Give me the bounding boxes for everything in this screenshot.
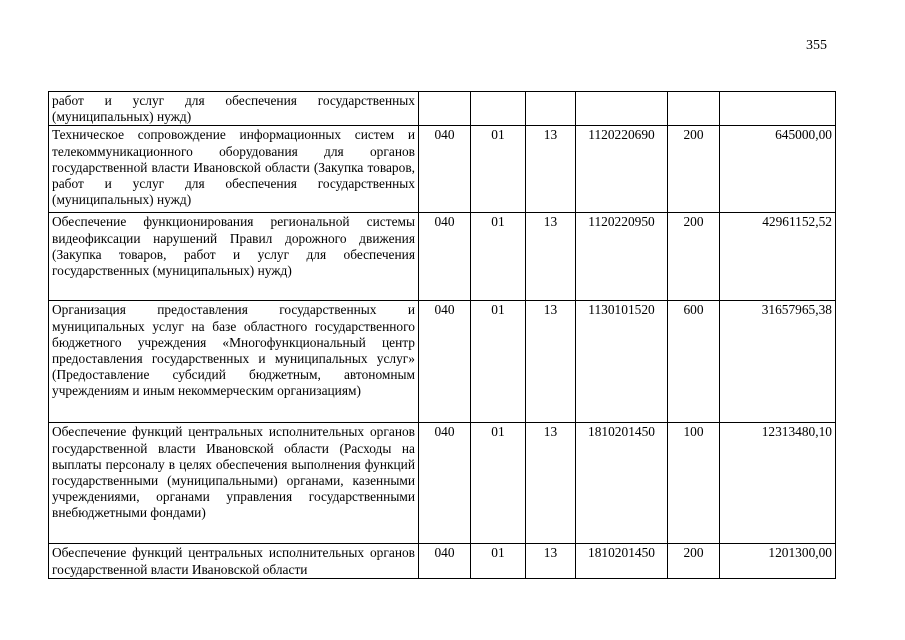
row-ministry-code: 040: [419, 423, 471, 544]
row-target-code: [576, 92, 668, 126]
row-subsection-code: 13: [526, 301, 576, 423]
page-number: 355: [806, 38, 827, 53]
row-ministry-code: [419, 92, 471, 126]
row-ministry-code: 040: [419, 544, 471, 578]
row-expense-type: 600: [668, 301, 720, 423]
table-row: [49, 92, 836, 126]
row-description: работ и услуг для обеспечения государственных (муниципальных) нужд): [49, 92, 419, 126]
row-ministry-code: 040: [419, 213, 471, 301]
row-expense-type: [668, 92, 720, 126]
row-expense-type: 200: [668, 126, 720, 213]
table-row: [49, 301, 836, 423]
row-target-code: 1120220950: [576, 213, 668, 301]
row-amount: 31657965,38: [720, 301, 836, 423]
row-subsection-code: 13: [526, 213, 576, 301]
row-target-code: 1120220690: [576, 126, 668, 213]
row-ministry-code: 040: [419, 126, 471, 213]
row-amount: 1201300,00: [720, 544, 836, 578]
table-row: [49, 423, 836, 544]
row-ministry-code: 040: [419, 301, 471, 423]
row-description: Организация предоставления государственных и муниципальных услуг на базе областного государственного бюджетного учреждения «Многофункциональный центр предоставления государственных и муниципальных услуг» (Предоставление субсидий бюджетным, автономным учреждениям и иным некоммерческим организациям): [49, 301, 419, 423]
row-target-code: 1810201450: [576, 423, 668, 544]
row-amount: [720, 92, 836, 126]
row-section-code: 01: [471, 544, 526, 578]
row-description: Техническое сопровождение информационных систем и телекоммуникационного оборудования для органов государственной власти Ивановской области (Закупка товаров, работ и услуг для обеспечения государственных (муниципальных) нужд): [49, 126, 419, 213]
row-section-code: 01: [471, 423, 526, 544]
row-section-code: [471, 92, 526, 126]
row-amount: 12313480,10: [720, 423, 836, 544]
row-description: Обеспечение функций центральных исполнительных органов государственной власти Ивановской области: [49, 544, 419, 578]
row-subsection-code: [526, 92, 576, 126]
row-subsection-code: 13: [526, 126, 576, 213]
table-row: [49, 213, 836, 301]
budget-table: [48, 91, 836, 579]
table-row: [49, 126, 836, 213]
row-amount: 42961152,52: [720, 213, 836, 301]
row-target-code: 1810201450: [576, 544, 668, 578]
row-expense-type: 200: [668, 213, 720, 301]
row-expense-type: 200: [668, 544, 720, 578]
row-section-code: 01: [471, 213, 526, 301]
row-expense-type: 100: [668, 423, 720, 544]
row-target-code: 1130101520: [576, 301, 668, 423]
row-section-code: 01: [471, 301, 526, 423]
row-subsection-code: 13: [526, 544, 576, 578]
row-amount: 645000,00: [720, 126, 836, 213]
table-row: [49, 544, 836, 578]
row-section-code: 01: [471, 126, 526, 213]
row-subsection-code: 13: [526, 423, 576, 544]
row-description: Обеспечение функционирования региональной системы видеофиксации нарушений Правил дорожного движения (Закупка товаров, работ и услуг для обеспечения государственных (муниципальных) нужд): [49, 213, 419, 301]
row-description: Обеспечение функций центральных исполнительных органов государственной власти Ивановской области (Расходы на выплаты персоналу в целях обеспечения выполнения функций государственными (муниципальными) органами, казенными учреждениями, органами управления государственными внебюджетными фондами): [49, 423, 419, 544]
